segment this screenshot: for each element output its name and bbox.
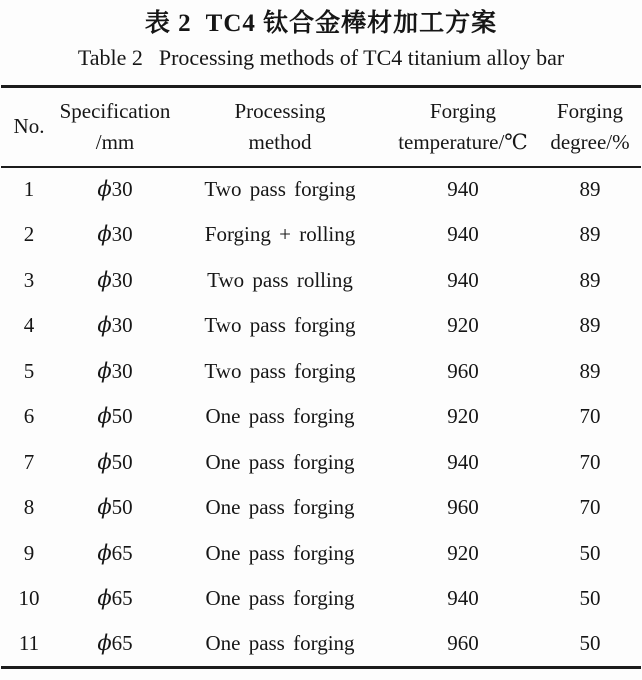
cell-temperature: 940 bbox=[447, 222, 479, 247]
phi-symbol: ϕ bbox=[97, 177, 112, 202]
cell-degree: 70 bbox=[579, 495, 601, 520]
header-degree-line2: degree/% bbox=[550, 129, 630, 154]
caption-zh-prefix: 表 2 bbox=[144, 10, 192, 37]
cell-no: 3 bbox=[23, 267, 35, 292]
table-caption-zh bbox=[0, 7, 642, 40]
header-method-line2: method bbox=[248, 129, 312, 154]
cell-temperature: 960 bbox=[447, 495, 479, 520]
cell-temperature: 960 bbox=[447, 358, 479, 383]
table-head bbox=[1, 87, 641, 167]
header-no-label: No. bbox=[13, 114, 45, 139]
cell-method: One pass forging bbox=[205, 586, 355, 611]
table-row bbox=[1, 531, 641, 577]
cell-specification: ϕ65 bbox=[97, 631, 133, 655]
header-specification-cell bbox=[57, 87, 173, 167]
table-caption-en bbox=[0, 43, 642, 73]
cell-specification: ϕ30 bbox=[97, 267, 133, 292]
cell-temperature: 920 bbox=[447, 313, 479, 338]
cell-method: One pass forging bbox=[205, 449, 355, 474]
header-degree-line1: Forging bbox=[556, 98, 624, 123]
processing-methods-table bbox=[1, 85, 641, 669]
header-temperature-cell bbox=[387, 87, 539, 167]
cell-no: 5 bbox=[23, 358, 35, 383]
header-specification-line2: /mm bbox=[95, 129, 135, 154]
phi-symbol: ϕ bbox=[97, 267, 112, 292]
cell-temperature: 940 bbox=[447, 586, 479, 611]
table-row bbox=[1, 212, 641, 258]
cell-temperature: 940 bbox=[447, 177, 479, 202]
cell-degree: 50 bbox=[579, 631, 601, 655]
table-header-row bbox=[1, 87, 641, 167]
cell-method: One pass forging bbox=[205, 631, 355, 655]
cell-no: 2 bbox=[23, 222, 35, 247]
cell-no: 11 bbox=[18, 631, 40, 655]
cell-temperature: 920 bbox=[447, 404, 479, 429]
cell-degree: 89 bbox=[579, 222, 601, 247]
cell-method: Forging + rolling bbox=[204, 222, 356, 247]
cell-no: 6 bbox=[23, 404, 35, 429]
cell-specification: ϕ65 bbox=[97, 540, 133, 565]
cell-specification: ϕ30 bbox=[97, 222, 133, 247]
cell-method: Two pass forging bbox=[204, 358, 356, 383]
cell-specification: ϕ30 bbox=[97, 177, 133, 202]
cell-degree: 89 bbox=[579, 267, 601, 292]
caption-en-prefix: Table 2 bbox=[77, 45, 143, 70]
phi-symbol: ϕ bbox=[97, 495, 112, 520]
header-method-cell bbox=[173, 87, 387, 167]
cell-degree: 50 bbox=[579, 586, 601, 611]
table-row bbox=[1, 485, 641, 531]
table-row bbox=[1, 576, 641, 622]
table-body bbox=[1, 167, 641, 668]
cell-no: 9 bbox=[23, 540, 35, 565]
cell-specification: ϕ50 bbox=[97, 495, 133, 520]
header-specification-line1: Specification bbox=[59, 98, 171, 123]
table-row bbox=[1, 622, 641, 668]
cell-degree: 89 bbox=[579, 177, 601, 202]
phi-symbol: ϕ bbox=[97, 404, 112, 429]
cell-method: One pass forging bbox=[205, 540, 355, 565]
cell-temperature: 940 bbox=[447, 449, 479, 474]
table-row bbox=[1, 167, 641, 213]
cell-degree: 89 bbox=[579, 313, 601, 338]
cell-temperature: 940 bbox=[447, 267, 479, 292]
phi-symbol: ϕ bbox=[97, 313, 112, 338]
table-row bbox=[1, 440, 641, 486]
phi-symbol: ϕ bbox=[97, 449, 112, 474]
cell-specification: ϕ50 bbox=[97, 449, 133, 474]
cell-method: Two pass forging bbox=[204, 313, 356, 338]
table-row bbox=[1, 303, 641, 349]
table-row bbox=[1, 394, 641, 440]
cell-specification: ϕ65 bbox=[97, 586, 133, 611]
cell-no: 1 bbox=[23, 177, 35, 202]
phi-symbol: ϕ bbox=[97, 540, 112, 565]
header-degree-cell bbox=[539, 87, 641, 167]
caption-zh-text: TC4 钛合金棒材加工方案 bbox=[205, 10, 498, 37]
cell-degree: 70 bbox=[579, 404, 601, 429]
header-method-line1: Processing bbox=[234, 98, 326, 123]
cell-method: One pass forging bbox=[205, 404, 355, 429]
cell-degree: 70 bbox=[579, 449, 601, 474]
header-no-cell bbox=[1, 87, 57, 167]
cell-method: Two pass rolling bbox=[207, 267, 353, 292]
cell-no: 10 bbox=[18, 586, 40, 611]
header-temperature-line1: Forging bbox=[429, 98, 497, 123]
phi-symbol: ϕ bbox=[97, 631, 112, 655]
cell-specification: ϕ50 bbox=[97, 404, 133, 429]
cell-method: One pass forging bbox=[205, 495, 355, 520]
cell-degree: 89 bbox=[579, 358, 601, 383]
phi-symbol: ϕ bbox=[97, 358, 112, 383]
caption-en-text: Processing methods of TC4 titanium alloy bar bbox=[158, 45, 565, 70]
phi-symbol: ϕ bbox=[97, 222, 112, 247]
cell-no: 8 bbox=[23, 495, 35, 520]
cell-specification: ϕ30 bbox=[97, 358, 133, 383]
phi-symbol: ϕ bbox=[97, 586, 112, 611]
cell-temperature: 920 bbox=[447, 540, 479, 565]
cell-temperature: 960 bbox=[447, 631, 479, 655]
cell-no: 7 bbox=[23, 449, 35, 474]
table-row bbox=[1, 258, 641, 304]
header-temperature-line2: temperature/℃ bbox=[398, 129, 528, 154]
cell-no: 4 bbox=[23, 313, 35, 338]
cell-degree: 50 bbox=[579, 540, 601, 565]
table-row bbox=[1, 349, 641, 395]
cell-specification: ϕ30 bbox=[97, 313, 133, 338]
cell-method: Two pass forging bbox=[204, 177, 356, 202]
